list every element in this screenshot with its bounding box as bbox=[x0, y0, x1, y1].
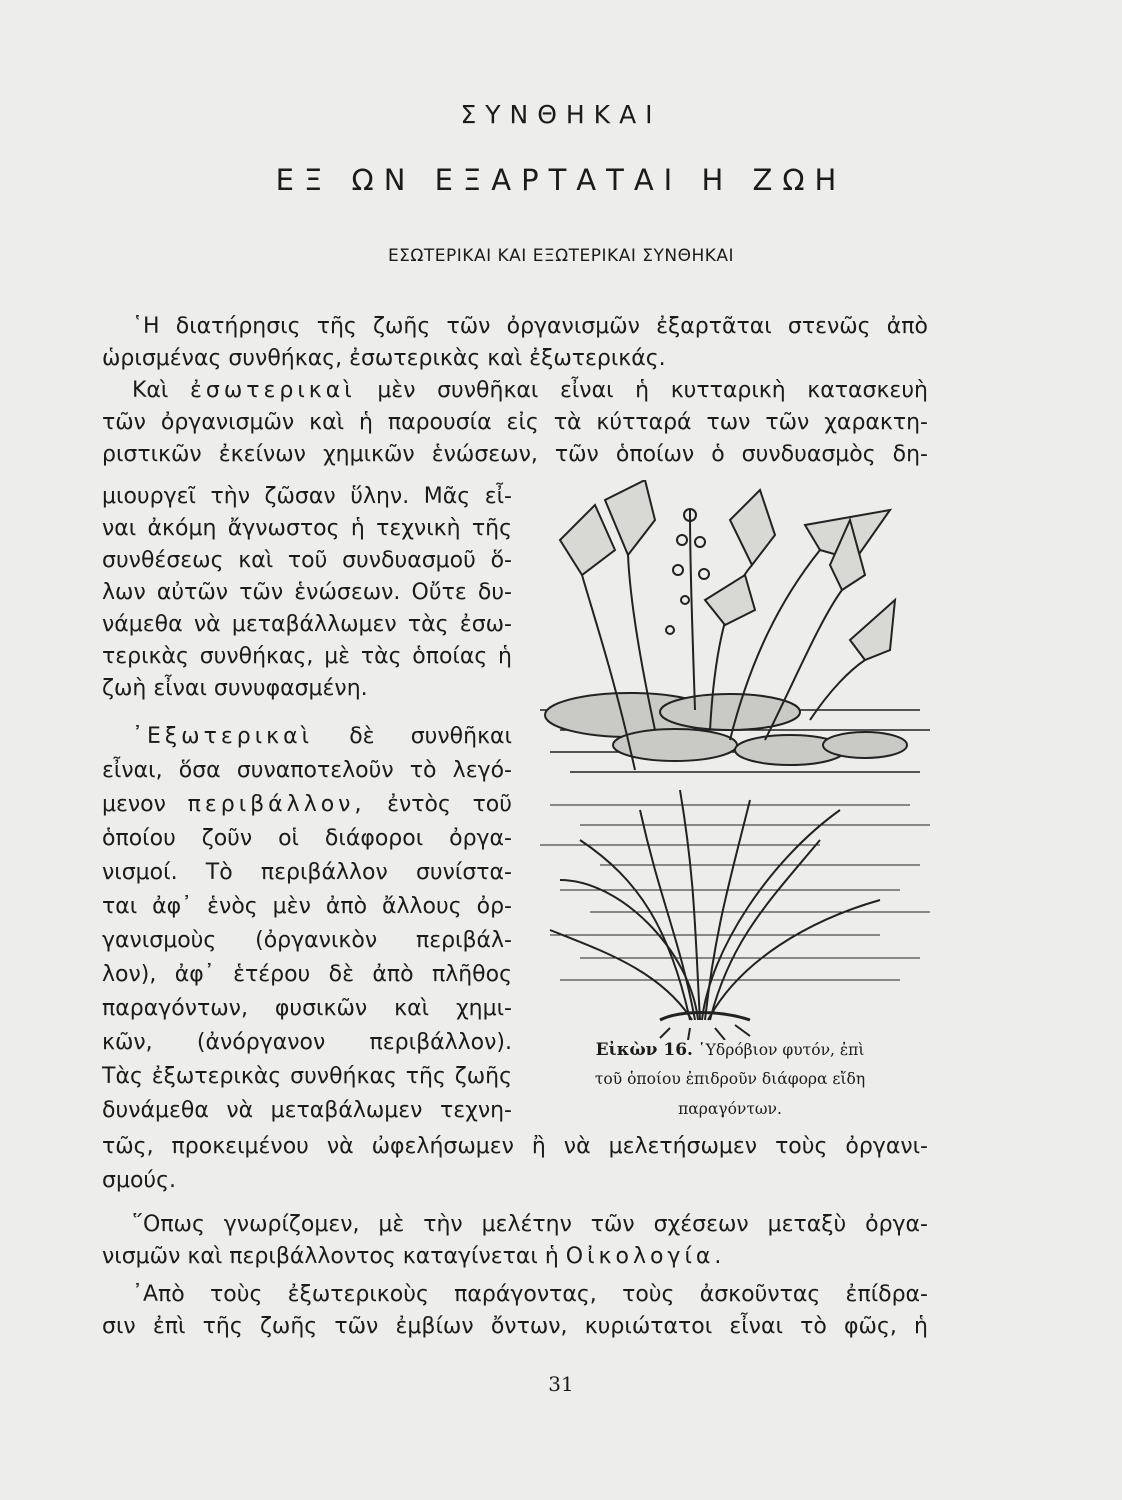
paragraph2-line5: ναι ἀκόμη ἄγνωστος ἡ τεχνικὴ τῆς bbox=[102, 516, 512, 541]
paragraph2-line7: λων αὐτῶν τῶν ἑνώσεων. Οὔτε δυ- bbox=[102, 580, 512, 605]
paragraph4-line2 bbox=[102, 1242, 928, 1272]
paragraph2-line9: τερικὰς συνθήκας, μὲ τὰς ὁποίας ἡ bbox=[102, 644, 512, 669]
page-number: 31 bbox=[548, 1372, 574, 1396]
term-ecology: Οἰκολογία. bbox=[565, 1244, 726, 1269]
term-internal: ἐσωτερικαὶ bbox=[189, 378, 356, 403]
term-environment: περιβάλλον, bbox=[187, 792, 366, 817]
paragraph2-line1-rest: μὲν συνθῆκαι εἶναι ἡ κυτταρικὴ κατασκευὴ bbox=[377, 378, 928, 403]
paragraph3-line3-pre: μενον bbox=[102, 792, 166, 817]
term-external: ᾿Εξωτερικαὶ bbox=[132, 724, 314, 749]
figure-label: Εἰκὼν 16. bbox=[595, 1040, 693, 1060]
paragraph2-line1 bbox=[102, 376, 928, 406]
paragraph2-line10: ζωὴ εἶναι συνυφασμένη. bbox=[102, 676, 368, 701]
figure-caption-line3: παραγόντων. bbox=[678, 1100, 782, 1118]
paragraph3-line10: κῶν, (ἀνόργανον περιβάλλον). bbox=[102, 1030, 512, 1055]
paragraph3-line6: ται ἀφ᾿ ἑνὸς μὲν ἀπὸ ἄλλους ὀρ- bbox=[102, 894, 512, 919]
figure-caption-text1: ῾Υδρόβιον φυτόν, ἐπὶ bbox=[697, 1041, 865, 1059]
paragraph3-line12: δυνάμεθα νὰ μεταβάλωμεν τεχνη- bbox=[102, 1098, 512, 1123]
paragraph2-line2: τῶν ὀργανισμῶν καὶ ἡ παρουσία εἰς τὰ κύτταρά των τῶν χαρακτη- bbox=[102, 410, 928, 435]
section-subtitle: ΕΣΩΤΕΡΙΚΑΙ ΚΑΙ ΕΞΩΤΕΡΙΚΑΙ ΣΥΝΘΗΚΑΙ bbox=[387, 246, 735, 266]
paragraph3-line13: τῶς, προκειμένου νὰ ὠφελήσωμεν ἢ νὰ μελετήσωμεν τοὺς ὀργανι- bbox=[102, 1134, 928, 1159]
paragraph1-line2: ὡρισμένας συνθήκας, ἐσωτερικὰς καὶ ἐξωτερικάς. bbox=[102, 346, 666, 371]
paragraph3-line5: νισμοί. Τὸ περιβάλλον συνίστα- bbox=[102, 860, 512, 885]
paragraph2-lead: Καὶ bbox=[132, 378, 169, 403]
paragraph3-line1-rest: δὲ συνθῆκαι bbox=[349, 724, 512, 749]
paragraph5-line2: σιν ἐπὶ τῆς ζωῆς τῶν ἐμβίων ὄντων, κυριώτατοι εἶναι τὸ φῶς, ἡ bbox=[102, 1314, 928, 1339]
paragraph3-line11: Τὰς ἐξωτερικὰς συνθήκας τῆς ζωῆς bbox=[102, 1064, 512, 1089]
paragraph3-line9: παραγόντων, φυσικῶν καὶ χημι- bbox=[102, 996, 512, 1021]
paragraph3-line8: λον), ἀφ᾿ ἑτέρου δὲ ἀπὸ πλῆθος bbox=[102, 962, 512, 987]
paragraph3-line3-post: ἐντὸς τοῦ bbox=[387, 792, 513, 817]
paragraph2-line4: μιουργεῖ τὴν ζῶσαν ὕλην. Μᾶς εἶ- bbox=[102, 484, 512, 509]
paragraph3-line2: εἶναι, ὅσα συναποτελοῦν τὸ λεγό- bbox=[102, 758, 512, 783]
aquatic-plant-illustration bbox=[520, 480, 940, 1040]
figure-caption-line2: τοῦ ὁποίου ἐπιδροῦν διάφορα εἴδη bbox=[594, 1070, 866, 1088]
paragraph3-line14: σμούς. bbox=[102, 1168, 177, 1193]
paragraph1-line1: ῾Η διατήρησις τῆς ζωῆς τῶν ὀργανισμῶν ἐξαρτᾶται στενῶς ἀπὸ bbox=[132, 314, 928, 339]
paragraph3-line7: γανισμοὺς (ὀργανικὸν περιβάλ- bbox=[102, 928, 512, 953]
paragraph2-line6: συνθέσεως καὶ τοῦ συνδυασμοῦ ὅ- bbox=[102, 548, 512, 573]
chapter-title-line2: ΕΞ ΩΝ ΕΞΑΡΤΑΤΑΙ Η ΖΩΗ bbox=[275, 163, 847, 197]
paragraph2-line3: ριστικῶν ἐκείνων χημικῶν ἑνώσεων, τῶν ὁποίων ὁ συνδυασμὸς δη- bbox=[102, 442, 928, 467]
paragraph2-line8: νάμεθα νὰ μεταβάλλωμεν τὰς ἐσω- bbox=[102, 612, 512, 637]
paragraph3-line4: ὁποίου ζοῦν οἱ διάφοροι ὀργα- bbox=[102, 826, 512, 851]
paragraph4-line1: ῞Οπως γνωρίζομεν, μὲ τὴν μελέτην τῶν σχέσεων μεταξὺ ὀργα- bbox=[132, 1212, 928, 1237]
paragraph4-line2-pre: νισμῶν καὶ περιβάλλοντος καταγίνεται ἡ bbox=[102, 1244, 559, 1269]
figure-caption-line1 bbox=[520, 1037, 940, 1063]
paragraph3-line1 bbox=[102, 722, 512, 752]
chapter-title-line1: ΣΥΝΘΗΚΑΙ bbox=[460, 100, 662, 129]
paragraph3-line3 bbox=[102, 790, 512, 820]
paragraph5-line1: ᾿Απὸ τοὺς ἐξωτερικοὺς παράγοντας, τοὺς ἀσκοῦντας ἐπίδρα- bbox=[132, 1282, 928, 1307]
